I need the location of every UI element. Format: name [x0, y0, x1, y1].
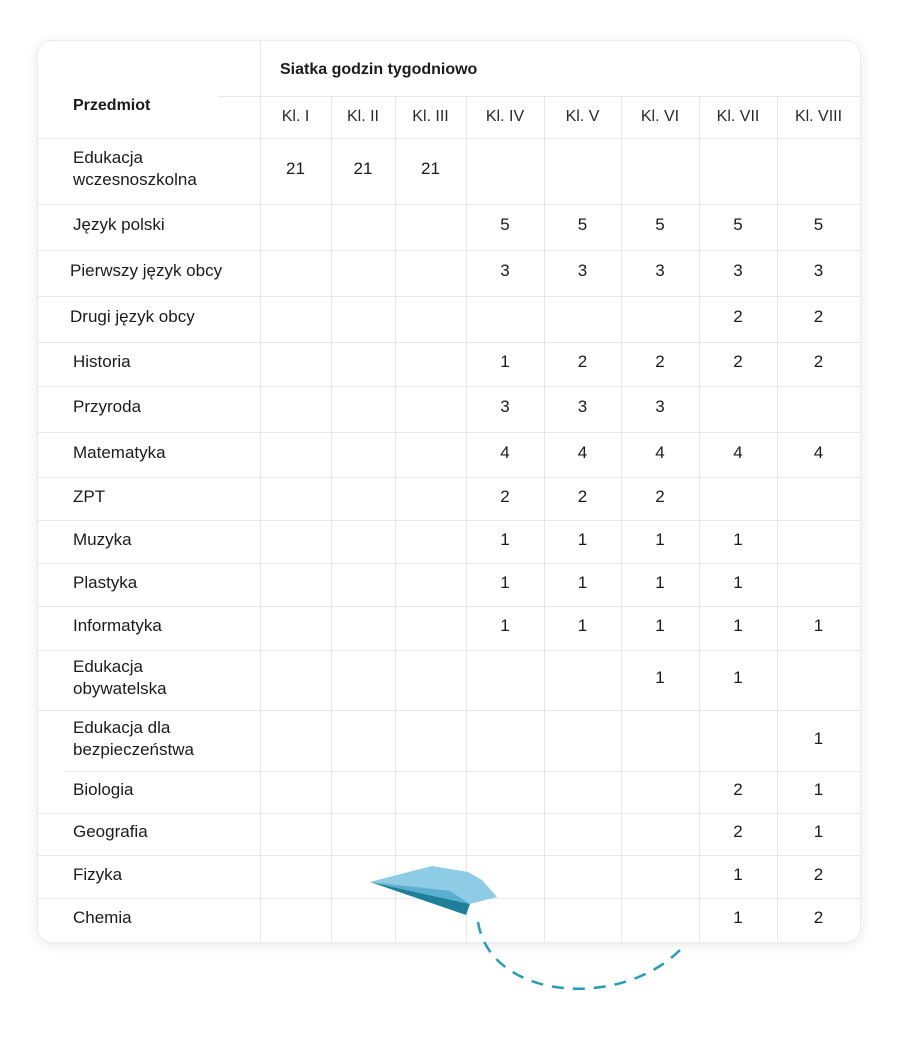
grid-hline: [38, 386, 860, 387]
hours-cell: 1: [733, 616, 743, 635]
grid-hline: [38, 898, 860, 899]
column-header: Kl. V: [565, 108, 600, 125]
hours-cell: 2: [733, 822, 743, 841]
grid-hline: [38, 296, 860, 297]
column-header: Kl. III: [412, 108, 449, 125]
subject-label: [73, 351, 131, 373]
column-header: Kl. I: [281, 108, 310, 125]
subject-label-line: Przyroda: [73, 397, 142, 416]
column-header: Kl. VIII: [794, 108, 843, 125]
subject-label: [73, 572, 137, 594]
hours-cell: 2: [733, 352, 743, 371]
hours-cell: 2: [655, 352, 665, 371]
subject-label: [73, 821, 148, 843]
hours-cell: 1: [500, 529, 510, 549]
hours-cell: 2: [813, 908, 824, 927]
subject-label: [73, 717, 194, 761]
column-header: Kl. VI: [640, 108, 680, 125]
subject-label-line: Geografia: [73, 822, 148, 841]
hours-cell: 2: [655, 486, 665, 506]
subject-label: [73, 486, 105, 508]
column-header: Kl. II: [346, 108, 379, 125]
grid-hline: [38, 432, 860, 433]
hours-cell: 1: [655, 668, 665, 687]
subject-label-line: Pierwszy język obcy: [70, 261, 223, 280]
grid-vline: [331, 96, 332, 942]
hours-cell: 1: [733, 864, 743, 884]
hours-cell: 3: [577, 261, 588, 280]
hours-cell: 2: [813, 352, 824, 371]
subject-label: [73, 396, 141, 418]
hours-cell: 3: [655, 397, 665, 416]
subject-label: [70, 260, 222, 282]
hours-cell: 1: [500, 572, 510, 592]
hours-cell: 5: [655, 215, 665, 234]
column-header: Kl. IV: [485, 108, 525, 125]
grid-hline: [38, 563, 860, 564]
hours-cell: 5: [577, 215, 588, 234]
hours-cell: 2: [500, 486, 510, 506]
hours-cell: 4: [577, 442, 588, 462]
subject-label-line: Chemia: [73, 908, 132, 927]
hours-cell: 4: [813, 442, 824, 462]
subject-label: [73, 442, 166, 464]
subject-label-line: Matematyka: [73, 442, 166, 462]
subject-label: [73, 907, 132, 929]
subject-label: [73, 214, 165, 236]
hours-cell: 1: [500, 616, 510, 635]
grid-hline: [38, 477, 860, 478]
column-header: Kl. VII: [716, 108, 760, 125]
hours-cell: 21: [421, 159, 440, 178]
hours-cell: 1: [655, 616, 665, 635]
hours-cell: 1: [577, 529, 588, 549]
grid-hline: [38, 250, 860, 251]
hours-cell: 2: [813, 864, 824, 884]
hours-cell: 1: [733, 529, 743, 549]
hours-cell: 1: [733, 572, 743, 592]
subject-label-line: Plastyka: [73, 572, 138, 592]
hours-cell: 3: [655, 261, 665, 280]
hours-cell: 1: [733, 668, 743, 687]
subject-label-line: bezpieczeństwa: [73, 739, 194, 759]
subject-label-line: Fizyka: [73, 864, 123, 884]
subject-label: [73, 864, 122, 886]
subject-label-line: Język polski: [73, 215, 165, 234]
hours-cell: 3: [500, 397, 510, 416]
hours-cell: 1: [813, 822, 824, 841]
grid-hline: [38, 520, 860, 521]
grid-hline: [64, 771, 860, 772]
subject-label-line: obywatelska: [73, 679, 167, 698]
grid-hline: [38, 138, 860, 139]
hours-cell: 1: [500, 352, 510, 371]
subject-header: Przedmiot: [73, 97, 151, 114]
hours-cell: 1: [655, 572, 665, 592]
grid-hline: [38, 650, 860, 651]
subject-label-line: Edukacja dla: [73, 717, 171, 737]
grid-hline: [218, 96, 860, 97]
subject-label: [73, 656, 167, 700]
hours-cell: 4: [733, 442, 743, 462]
hours-cell: 1: [655, 529, 665, 549]
hours-cell: 2: [577, 352, 588, 371]
subject-label: [73, 147, 197, 191]
subject-label-line: Edukacja: [73, 657, 143, 676]
grid-hline: [38, 342, 860, 343]
hours-cell: 1: [733, 908, 743, 927]
hours-cell: 1: [813, 728, 824, 748]
hours-cell: 3: [813, 261, 824, 280]
subject-label-line: Drugi język obcy: [70, 307, 195, 326]
hours-cell: 1: [813, 780, 824, 799]
subject-label: [73, 615, 162, 637]
group-header: Siatka godzin tygodniowo: [280, 61, 478, 78]
subject-label-line: Historia: [73, 352, 131, 371]
hours-cell: 3: [500, 261, 510, 280]
hours-cell: 21: [353, 159, 373, 178]
subject-label-line: Informatyka: [73, 616, 162, 635]
hours-cell: 1: [577, 572, 588, 592]
grid-hline: [38, 606, 860, 607]
grid-hline: [38, 813, 860, 814]
hours-cell: 3: [577, 397, 588, 416]
subject-label: [73, 529, 132, 551]
hours-cell: 2: [733, 307, 743, 326]
timetable-card: [38, 41, 860, 942]
subject-label-line: Edukacja: [73, 148, 143, 167]
hours-cell: 2: [577, 486, 588, 506]
hours-cell: 4: [655, 442, 665, 462]
hours-cell: 5: [733, 215, 743, 234]
hours-cell: 5: [500, 215, 510, 234]
hours-cell: 1: [577, 616, 588, 635]
subject-label: [73, 779, 134, 801]
subject-label-line: ZPT: [73, 486, 106, 506]
subject-label: [70, 306, 195, 328]
grid-hline: [38, 204, 860, 205]
hours-cell: 2: [813, 307, 824, 326]
subject-label-line: Biologia: [73, 780, 134, 799]
grid-vline: [395, 96, 396, 942]
hours-cell: 1: [813, 616, 824, 635]
hours-cell: 2: [733, 780, 743, 799]
subject-label-line: wczesnoszkolna: [73, 170, 197, 189]
subject-label-line: Muzyka: [73, 529, 132, 549]
hours-cell: 5: [813, 215, 824, 234]
hours-cell: 4: [500, 442, 510, 462]
grid-hline: [38, 855, 860, 856]
hours-cell: 3: [733, 261, 743, 280]
hours-cell: 21: [286, 159, 305, 178]
grid-hline: [38, 710, 860, 711]
